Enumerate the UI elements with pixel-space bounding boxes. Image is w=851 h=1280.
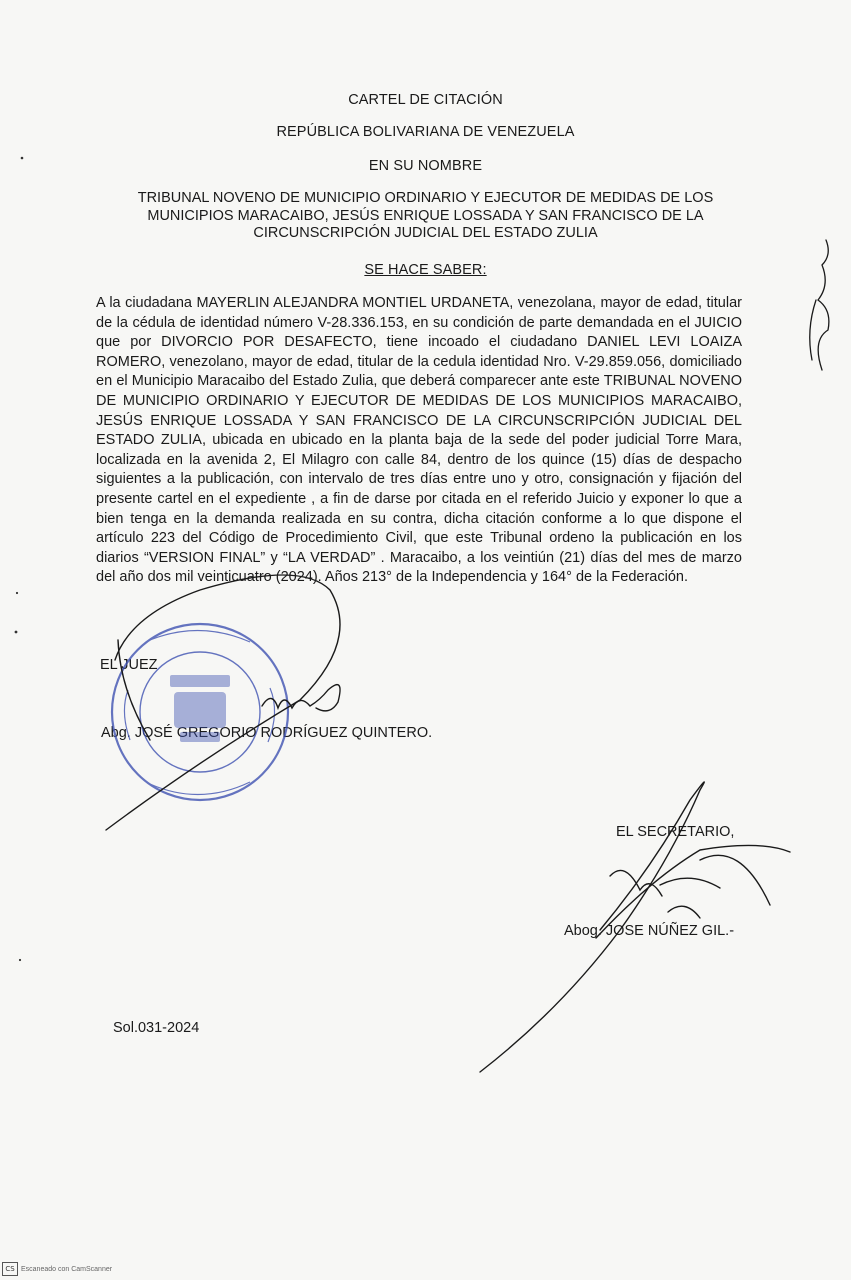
secretary-name: Abog. JOSE NÚÑEZ GIL.- [564,923,735,939]
scanner-text: Escaneado con CamScanner [21,1265,113,1273]
reference-number: Sol.031-2024 [113,1020,200,1036]
tribunal-line: MUNICIPIOS MARACAIBO, JESÚS ENRIQUE LOSSADA Y SAN FRANCISCO DE LA [147,207,704,224]
judge-name: Abg. JOSÉ GREGORIO RODRÍGUEZ QUINTERO. [101,725,433,741]
citation-body: A la ciudadana MAYERLIN ALEJANDRA MONTIEL URDANETA, venezolana, mayor de edad, titular de la cédula de identidad número V-28.336.153, en su condición de parte demandada en el JUICIO que por DIVORCIO POR DESAFECTO, tiene incoado el ciudadano DANIEL LEVI LOAIZA ROMERO, venezolano, mayor de edad, titular de la cedula identidad Nro. V-29.859.056, domiciliado en el Municipio Maracaibo del Estado Zulia, que deberá comparecer ante este TRIBUNAL NOVENO DE MUNICIPIO ORDINARIO Y EJECUTOR DE MEDIDAS DE LOS MUNICIPIOS MARACAIBO, JESÚS ENRIQUE LOSSADA Y SAN FRANCISCO DE LA CIRCUNSCRIPCIÓN JUDICIAL DEL ESTADO ZULIA, ubicada en ubicado en la planta baja de la sede del poder judicial Torre Mara, localizada en la avenida 2, El Milagro con calle 84, dentro de los quince (15) días de despacho siguientes a la publicación, con intervalo de tres días entre uno y otro, consignación y fijación del presente cartel en el expediente , a fin de darse por citada en el referido Juicio y exponer lo que a bien tenga en la demanda realizada en su contra, dicha citación conforme a lo que dispone el artículo 223 del Código de Procedimiento Civil, que este Tribunal ordeno la publicación en los diarios “VERSION FINAL” y “LA VERDAD” . Maracaibo, a los veintiún (21) días del mes de marzo del año dos mil veinticuatro (2024). Años 213° de la Independencia y 164° de la Federación. [96,295,742,586]
document-title: CARTEL DE CITACIÓN [348,92,503,108]
notice-heading: SE HACE SABER: [364,262,487,278]
secretary-label: EL SECRETARIO, [616,824,735,840]
court-seal-stamp [112,624,288,800]
judge-signature [106,575,340,830]
scanner-footer [2,1262,112,1276]
tribunal-line: TRIBUNAL NOVENO DE MUNICIPIO ORDINARIO Y EJECUTOR DE MEDIDAS DE LOS [137,190,714,206]
republic-heading: REPÚBLICA BOLIVARIANA DE VENEZUELA [276,124,575,140]
tribunal-line: CIRCUNSCRIPCIÓN JUDICIAL DEL ESTADO ZULIA [253,225,598,241]
notice-heading-wrap [0,262,851,278]
margin-note-handwriting [810,240,829,370]
camscanner-logo-icon: CS [2,1262,18,1276]
judge-label: EL JUEZ [100,657,158,673]
in-name-heading: EN SU NOMBRE [368,158,483,174]
tribunal-heading [120,190,731,243]
